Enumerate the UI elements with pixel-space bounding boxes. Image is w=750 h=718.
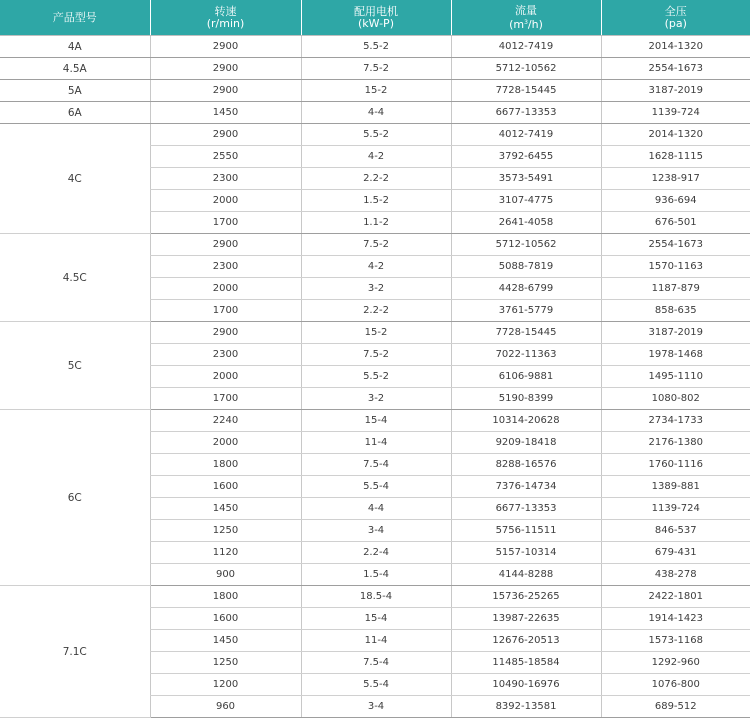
pressure-cell: 846-537 [601,520,750,542]
pressure-cell: 2422-1801 [601,586,750,608]
speed-cell: 2300 [150,256,301,278]
pressure-cell: 858-635 [601,300,750,322]
flow-cell: 2641-4058 [451,212,601,234]
table-row [0,124,750,146]
pressure-cell: 3187-2019 [601,80,750,102]
table-row [0,322,750,344]
pressure-cell: 1139-724 [601,102,750,124]
header-flow [451,0,601,36]
flow-cell: 4144-8288 [451,564,601,586]
motor-cell: 4-2 [301,146,451,168]
header-speed [150,0,301,36]
motor-cell: 3-2 [301,278,451,300]
motor-cell: 15-4 [301,608,451,630]
table-row [0,102,750,124]
pressure-cell: 1238-917 [601,168,750,190]
speed-cell: 1120 [150,542,301,564]
pressure-cell: 2554-1673 [601,58,750,80]
pressure-cell: 438-278 [601,564,750,586]
pressure-cell: 679-431 [601,542,750,564]
table-row [0,410,750,432]
motor-cell: 11-4 [301,630,451,652]
pressure-cell: 1760-1116 [601,454,750,476]
motor-cell: 18.5-4 [301,586,451,608]
motor-cell: 5.5-2 [301,366,451,388]
pressure-cell: 1978-1468 [601,344,750,366]
table-row [0,586,750,608]
header-motor-unit: (kW-P) [302,18,451,30]
speed-cell: 2240 [150,410,301,432]
motor-cell: 5.5-2 [301,36,451,58]
header-motor-label: 配用电机 [302,6,451,18]
motor-cell: 15-4 [301,410,451,432]
flow-cell: 3792-6455 [451,146,601,168]
speed-cell: 900 [150,564,301,586]
flow-cell: 5190-8399 [451,388,601,410]
flow-cell: 7728-15445 [451,322,601,344]
model-cell: 5C [0,322,150,410]
speed-cell: 1250 [150,652,301,674]
flow-cell: 13987-22635 [451,608,601,630]
motor-cell: 4-2 [301,256,451,278]
pressure-cell: 1076-800 [601,674,750,696]
flow-cell: 7728-15445 [451,80,601,102]
pressure-cell: 2014-1320 [601,36,750,58]
speed-cell: 2900 [150,36,301,58]
speed-cell: 1200 [150,674,301,696]
pressure-cell: 2554-1673 [601,234,750,256]
pressure-cell: 1389-881 [601,476,750,498]
pressure-cell: 1628-1115 [601,146,750,168]
flow-cell: 6677-13353 [451,498,601,520]
motor-cell: 5.5-2 [301,124,451,146]
speed-cell: 1450 [150,102,301,124]
speed-cell: 1700 [150,300,301,322]
motor-cell: 7.5-4 [301,454,451,476]
pressure-cell: 1139-724 [601,498,750,520]
motor-cell: 11-4 [301,432,451,454]
motor-cell: 2.2-4 [301,542,451,564]
table-row [0,234,750,256]
speed-cell: 1700 [150,388,301,410]
header-row [0,0,750,36]
flow-cell: 5756-11511 [451,520,601,542]
motor-cell: 3-2 [301,388,451,410]
flow-cell: 5712-10562 [451,58,601,80]
table-body [0,36,750,718]
speed-cell: 2000 [150,432,301,454]
flow-cell: 10314-20628 [451,410,601,432]
speed-cell: 1800 [150,454,301,476]
speed-cell: 1700 [150,212,301,234]
header-pressure [601,0,750,36]
speed-cell: 2300 [150,168,301,190]
pressure-cell: 1495-1110 [601,366,750,388]
pressure-cell: 2014-1320 [601,124,750,146]
speed-cell: 2900 [150,124,301,146]
table-row [0,80,750,102]
flow-cell: 15736-25265 [451,586,601,608]
model-cell: 4.5C [0,234,150,322]
motor-cell: 7.5-2 [301,344,451,366]
flow-cell: 4428-6799 [451,278,601,300]
pressure-cell: 689-512 [601,696,750,718]
flow-cell: 4012-7419 [451,124,601,146]
speed-cell: 2900 [150,80,301,102]
flow-cell: 6677-13353 [451,102,601,124]
pressure-cell: 1573-1168 [601,630,750,652]
table-row [0,58,750,80]
pressure-cell: 2176-1380 [601,432,750,454]
flow-cell: 3107-4775 [451,190,601,212]
header-flow-unit: $(m^3/h)$ [452,17,601,31]
header-model [0,0,150,36]
motor-cell: 15-2 [301,322,451,344]
table-row [0,36,750,58]
flow-cell: 6106-9881 [451,366,601,388]
pressure-cell: 936-694 [601,190,750,212]
header-speed-label: 转速 [151,6,301,18]
motor-cell: 7.5-2 [301,234,451,256]
motor-cell: 1.1-2 [301,212,451,234]
speed-cell: 2000 [150,190,301,212]
model-cell: 4C [0,124,150,234]
pressure-cell: 1187-879 [601,278,750,300]
pressure-cell: 3187-2019 [601,322,750,344]
speed-cell: 1600 [150,608,301,630]
header-flow-label: 流量 [452,5,601,17]
pressure-cell: 676-501 [601,212,750,234]
flow-cell: 7022-11363 [451,344,601,366]
speed-cell: 2900 [150,234,301,256]
speed-cell: 2550 [150,146,301,168]
flow-cell: 8392-13581 [451,696,601,718]
flow-cell: 12676-20513 [451,630,601,652]
speed-cell: 1600 [150,476,301,498]
speed-cell: 1250 [150,520,301,542]
flow-cell: 5157-10314 [451,542,601,564]
motor-cell: 2.2-2 [301,300,451,322]
motor-cell: 4-4 [301,102,451,124]
model-cell: 6C [0,410,150,586]
pressure-cell: 1292-960 [601,652,750,674]
model-cell: 4.5A [0,58,150,80]
speed-cell: 1450 [150,630,301,652]
model-cell: 5A [0,80,150,102]
motor-cell: 5.5-4 [301,476,451,498]
flow-cell: 3573-5491 [451,168,601,190]
speed-cell: 960 [150,696,301,718]
model-cell: 7.1C [0,586,150,718]
flow-cell: 9209-18418 [451,432,601,454]
pressure-cell: 1570-1163 [601,256,750,278]
flow-cell: 11485-18584 [451,652,601,674]
motor-cell: 3-4 [301,696,451,718]
motor-cell: 1.5-4 [301,564,451,586]
model-cell: 6A [0,102,150,124]
speed-cell: 2000 [150,366,301,388]
speed-cell: 2900 [150,322,301,344]
header-motor [301,0,451,36]
motor-cell: 4-4 [301,498,451,520]
flow-cell: 5712-10562 [451,234,601,256]
pressure-cell: 2734-1733 [601,410,750,432]
motor-cell: 2.2-2 [301,168,451,190]
header-pressure-unit: (pa) [602,18,750,30]
flow-cell: 10490-16976 [451,674,601,696]
flow-cell: 4012-7419 [451,36,601,58]
speed-cell: 2000 [150,278,301,300]
motor-cell: 3-4 [301,520,451,542]
pressure-cell: 1914-1423 [601,608,750,630]
speed-cell: 2900 [150,58,301,80]
motor-cell: 15-2 [301,80,451,102]
header-pressure-label: 全压 [602,6,750,18]
motor-cell: 7.5-4 [301,652,451,674]
flow-cell: 8288-16576 [451,454,601,476]
motor-cell: 1.5-2 [301,190,451,212]
pressure-cell: 1080-802 [601,388,750,410]
flow-cell: 7376-14734 [451,476,601,498]
flow-cell: 3761-5779 [451,300,601,322]
model-cell: 4A [0,36,150,58]
speed-cell: 2300 [150,344,301,366]
flow-cell: 5088-7819 [451,256,601,278]
motor-cell: 5.5-4 [301,674,451,696]
header-speed-unit: (r/min) [151,18,301,30]
motor-cell: 7.5-2 [301,58,451,80]
speed-cell: 1450 [150,498,301,520]
speed-cell: 1800 [150,586,301,608]
header-model-label: 产品型号 [0,12,150,24]
